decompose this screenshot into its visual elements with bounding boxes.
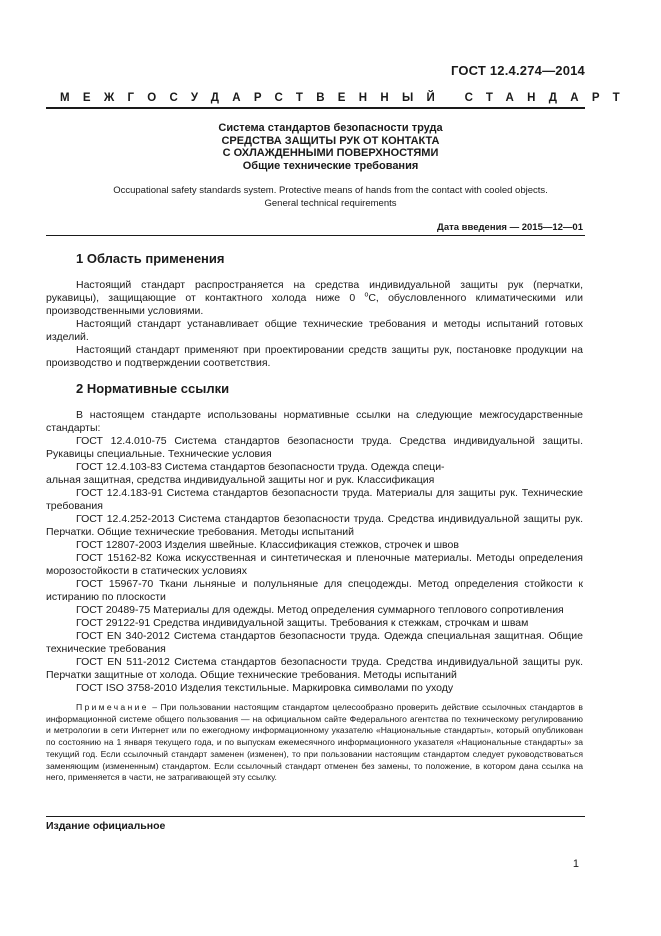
reference-item: ГОСТ 12.4.252-2013 Система стандартов безопасности труда. Средства индивидуальной защиты рук. Перчатки. Общие технические требования. Методы испытаний bbox=[46, 513, 583, 538]
section-1-paragraph: Настоящий стандарт распространяется на средства индивидуальной защиты рук (перчатки, рукавицы), защищающие от контактного холода ниже 0 $^о$С, обусловленного климатическими или производственными условиями. bbox=[46, 279, 584, 317]
section-1-heading: 1 Область применения bbox=[76, 251, 225, 266]
title-block bbox=[0, 122, 661, 172]
interstate-standard-banner: МЕЖГОСУДАРСТВЕННЫЙ СТАНДАРТ bbox=[60, 92, 633, 104]
document-code: ГОСТ 12.4.274—2014 bbox=[450, 63, 585, 78]
reference-item: ГОСТ EN 340-2012 Система стандартов безопасности труда. Одежда специальная защитная. Общие технические требования bbox=[46, 630, 583, 655]
reference-item: ГОСТ 29122-91 Средства индивидуальной защиты. Требования к стежкам, строчкам и швам bbox=[76, 617, 529, 629]
reference-item: ГОСТ 12807-2003 Изделия швейные. Классификация стежков, строчек и швов bbox=[76, 539, 459, 551]
reference-item: ГОСТ 15967-70 Ткани льняные и полульняные для спецодежды. Метод определения стойкости к истиранию по плоскости bbox=[46, 578, 583, 603]
title-main-line1: СРЕДСТВА ЗАЩИТЫ РУК ОТ КОНТАКТА bbox=[221, 134, 440, 147]
title-english-line2: General technical requirements bbox=[264, 197, 397, 209]
reference-item: ГОСТ 20489-75 Материалы для одежды. Метод определения суммарного теплового сопротивления bbox=[76, 604, 564, 616]
top-rule bbox=[46, 107, 585, 109]
reference-item-continuation: альная защитная, средства индивидуальной защиты ног и рук. Классификация bbox=[46, 474, 435, 486]
reference-item: ГОСТ 15162-82 Кожа искусственная и синтетическая и пленочные материалы. Методы определения морозостойкости в статических условиях bbox=[46, 552, 583, 577]
reference-item: ГОСТ ISO 3758-2010 Изделия текстильные. Маркировка символами по уходу bbox=[76, 682, 454, 694]
section-2-body bbox=[46, 409, 583, 695]
section-1-paragraph: Настоящий стандарт применяют при проектировании средств защиты рук, постановке продукции на производство и подтверждении соответствия. bbox=[46, 344, 583, 369]
reference-item: ГОСТ 12.4.010-75 Система стандартов безопасности труда. Средства индивидуальной защиты. Рукавицы специальные. Технические условия bbox=[46, 435, 583, 460]
note-label: Примечание bbox=[76, 702, 149, 712]
official-edition-label: Издание официальное bbox=[46, 820, 166, 832]
title-subtitle: Общие технические требования bbox=[242, 159, 419, 172]
reference-item: ГОСТ 12.4.103-83 Система стандартов безопасности труда. Одежда специ- bbox=[76, 461, 445, 473]
note-paragraph bbox=[46, 702, 583, 784]
footer-rule bbox=[46, 816, 585, 817]
reference-item: ГОСТ EN 511-2012 Система стандартов безопасности труда. Средства индивидуальной защиты рук. Перчатки защитные от холода. Общие технические требования. Методы испытаний bbox=[46, 656, 583, 681]
date-rule bbox=[46, 235, 585, 236]
section-1-body bbox=[46, 279, 583, 370]
introduction-date: Дата введения — 2015—12—01 bbox=[437, 222, 583, 233]
section-1-paragraph: Настоящий стандарт устанавливает общие технические требования и методы испытаний готовых изделий. bbox=[46, 318, 583, 343]
section-2-heading: 2 Нормативные ссылки bbox=[76, 381, 230, 396]
title-english bbox=[40, 185, 621, 210]
title-series: Система стандартов безопасности труда bbox=[218, 122, 443, 134]
title-english-line1: Occupational safety standards system. Protective means of hands from the contact with cooled objects. bbox=[113, 185, 548, 196]
note-text: – При пользовании настоящим стандартом целесообразно проверить действие ссылочных стандартов в информационной системе общего пользования — на официальном сайте Федерального агентства по техническому регулированию и метрологии в сети Интернет или по ежегодному информационному указателю «Национальные стандарты», который опубликован по состоянию на 1 января текущего года, и по выпускам ежемесячного информационного указателя «Национальные стандарты» за текущий год. Если ссылочный стандарт заменен (изменен), то при пользовании настоящим стандартом следует руководствоваться заменяющим (измененным) стандартом. Если ссылочный стандарт отменен без замены, то положение, в котором дана ссылка на него, применяется в части, не затрагивающей эту ссылку. bbox=[46, 702, 583, 783]
title-main-line2: С ОХЛАЖДЕННЫМИ ПОВЕРХНОСТЯМИ bbox=[222, 147, 439, 160]
section-2-intro: В настоящем стандарте использованы нормативные ссылки на следующие межгосударственные стандарты: bbox=[46, 409, 583, 434]
reference-item: ГОСТ 12.4.183-91 Система стандартов безопасности труда. Материалы для защиты рук. Технические требования bbox=[46, 487, 583, 512]
note-block bbox=[46, 702, 583, 784]
page-number: 1 bbox=[572, 858, 579, 870]
